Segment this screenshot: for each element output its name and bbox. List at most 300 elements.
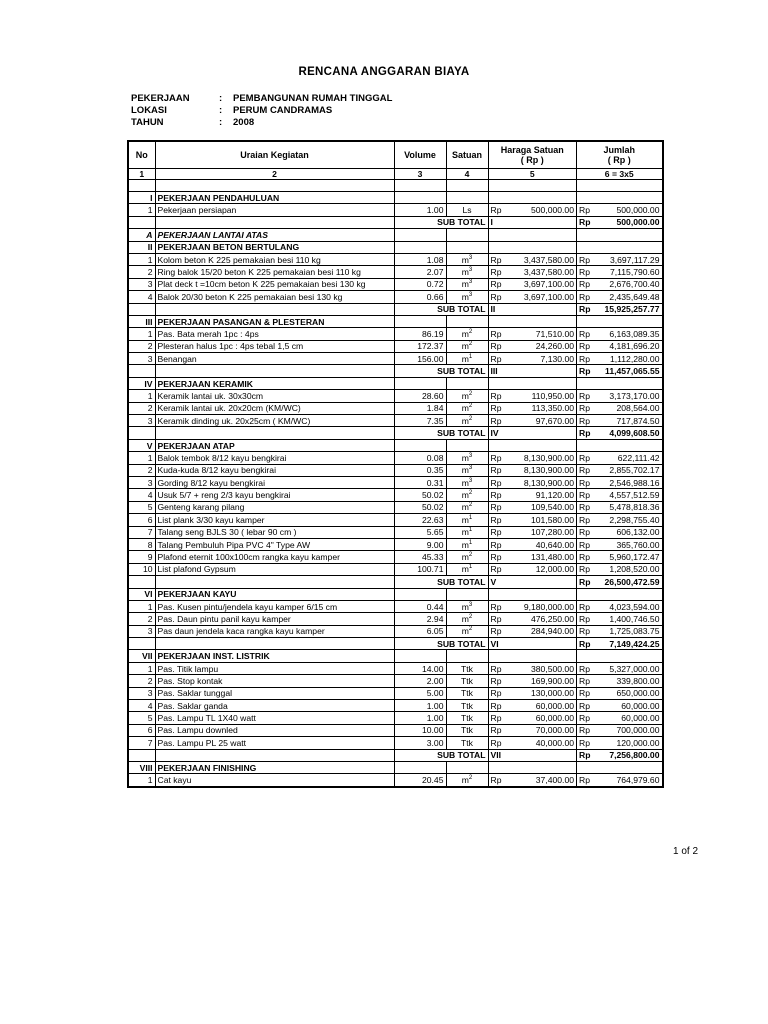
unit-base: m bbox=[461, 514, 469, 525]
table-row bbox=[128, 563, 663, 575]
unit-exponent: 1 bbox=[468, 527, 473, 534]
item-description: Plesteran halus 1pc : 4ps tebal 1,5 cm bbox=[155, 340, 394, 352]
currency-label: Rp bbox=[577, 328, 593, 340]
item-description: Pas. Lampu PL 25 watt bbox=[155, 737, 394, 749]
line-total: 4,023,594.00 bbox=[593, 600, 663, 612]
table-row bbox=[128, 328, 663, 340]
unit-price: 130,000.00 bbox=[504, 687, 577, 699]
item-number: 1 bbox=[128, 204, 155, 216]
unit-price: 284,940.00 bbox=[504, 625, 577, 637]
currency-label: Rp bbox=[488, 328, 504, 340]
currency-label: Rp bbox=[488, 353, 504, 365]
unit-price: 9,180,000.00 bbox=[504, 600, 577, 612]
currency-label: Rp bbox=[577, 266, 593, 278]
empty-cell bbox=[155, 427, 394, 439]
header-jumlah-text: Jumlah ( Rp ) bbox=[603, 145, 635, 165]
item-description: Gording 8/12 kayu bengkirai bbox=[155, 476, 394, 488]
unit-price: 8,130,900.00 bbox=[504, 464, 577, 476]
subtotal-roman: I bbox=[488, 216, 577, 228]
unit-price: 3,697,100.00 bbox=[504, 291, 577, 303]
unit-exponent: 2 bbox=[468, 403, 473, 410]
unit-base: m bbox=[461, 613, 469, 624]
table-row bbox=[128, 204, 663, 216]
unit-exponent: 3 bbox=[468, 267, 473, 274]
unit-price: 60,000.00 bbox=[504, 712, 577, 724]
item-number: 6 bbox=[128, 724, 155, 736]
item-unit bbox=[446, 340, 488, 352]
table-row bbox=[128, 724, 663, 736]
item-description: Keramik dinding uk. 20x25cm ( KM/WC) bbox=[155, 415, 394, 427]
header-uraian: Uraian Kegiatan bbox=[155, 141, 394, 169]
empty-cell bbox=[593, 315, 663, 327]
subtotal-label: SUB TOTAL bbox=[394, 638, 488, 650]
header-number: 3 bbox=[394, 169, 446, 180]
table-row bbox=[128, 402, 663, 414]
empty-cell bbox=[593, 377, 663, 389]
item-number: 2 bbox=[128, 402, 155, 414]
unit-exponent: 2 bbox=[468, 626, 473, 633]
line-total: 1,725,083.75 bbox=[593, 625, 663, 637]
unit-base: m bbox=[461, 502, 469, 513]
subtotal-row bbox=[128, 365, 663, 377]
table-row bbox=[128, 737, 663, 749]
blank-cell bbox=[593, 180, 663, 192]
currency-label: Rp bbox=[577, 576, 593, 588]
item-unit bbox=[446, 476, 488, 488]
empty-cell bbox=[577, 588, 593, 600]
currency-label: Rp bbox=[577, 464, 593, 476]
unit-price: 40,000.00 bbox=[504, 737, 577, 749]
currency-label: Rp bbox=[488, 526, 504, 538]
unit-base: m bbox=[461, 291, 469, 302]
empty-cell bbox=[394, 377, 446, 389]
empty-cell bbox=[128, 216, 155, 228]
unit-base: m bbox=[461, 341, 469, 352]
line-total: 1,208,520.00 bbox=[593, 563, 663, 575]
currency-label: Rp bbox=[488, 291, 504, 303]
empty-cell bbox=[488, 315, 504, 327]
currency-label: Rp bbox=[577, 749, 593, 761]
unit-base: m bbox=[461, 403, 469, 414]
item-description: Keramik lantai uk. 20x20cm (KM/WC) bbox=[155, 402, 394, 414]
line-total: 2,855,702.17 bbox=[593, 464, 663, 476]
empty-cell bbox=[155, 576, 394, 588]
line-total: 6,163,089.35 bbox=[593, 328, 663, 340]
line-total: 500,000.00 bbox=[593, 204, 663, 216]
item-volume: 22.63 bbox=[394, 514, 446, 526]
currency-label: Rp bbox=[488, 204, 504, 216]
item-volume: 45.33 bbox=[394, 551, 446, 563]
unit-exponent: 1 bbox=[468, 539, 473, 546]
currency-label: Rp bbox=[577, 526, 593, 538]
unit-price: 3,437,580.00 bbox=[504, 253, 577, 265]
item-unit bbox=[446, 501, 488, 513]
meta-tahun bbox=[131, 117, 254, 128]
line-total: 7,115,790.60 bbox=[593, 266, 663, 278]
currency-label: Rp bbox=[577, 551, 593, 563]
meta-value: PEMBANGUNAN RUMAH TINGGAL bbox=[233, 93, 393, 104]
item-description: Pekerjaan persiapan bbox=[155, 204, 394, 216]
subtotal-label: SUB TOTAL bbox=[394, 303, 488, 315]
currency-label: Rp bbox=[577, 600, 593, 612]
item-volume: 10.00 bbox=[394, 724, 446, 736]
item-number: 3 bbox=[128, 353, 155, 365]
empty-cell bbox=[504, 229, 577, 241]
section-row bbox=[128, 588, 663, 600]
item-number: 1 bbox=[128, 253, 155, 265]
unit-exponent: 3 bbox=[468, 601, 473, 608]
currency-label: Rp bbox=[577, 538, 593, 550]
currency-label: Rp bbox=[577, 291, 593, 303]
currency-label: Rp bbox=[577, 724, 593, 736]
currency-label: Rp bbox=[577, 489, 593, 501]
currency-label: Rp bbox=[577, 613, 593, 625]
table-row bbox=[128, 514, 663, 526]
unit-price: 3,697,100.00 bbox=[504, 278, 577, 290]
currency-label: Rp bbox=[577, 700, 593, 712]
table-row bbox=[128, 613, 663, 625]
item-volume: 0.08 bbox=[394, 452, 446, 464]
currency-label: Rp bbox=[577, 687, 593, 699]
item-number: 2 bbox=[128, 340, 155, 352]
currency-label: Rp bbox=[577, 774, 593, 787]
empty-cell bbox=[128, 638, 155, 650]
empty-cell bbox=[394, 761, 446, 773]
empty-cell bbox=[504, 241, 577, 253]
item-description: Pas. Daun pintu panil kayu kamper bbox=[155, 613, 394, 625]
empty-cell bbox=[504, 761, 577, 773]
currency-label: Rp bbox=[488, 687, 504, 699]
empty-cell bbox=[446, 761, 488, 773]
section-number: I bbox=[128, 192, 155, 204]
line-total: 4,557,512.59 bbox=[593, 489, 663, 501]
subtotal-amount: 4,099,608.50 bbox=[593, 427, 663, 439]
item-description: List plafond Gypsum bbox=[155, 563, 394, 575]
unit-price: 169,900.00 bbox=[504, 675, 577, 687]
empty-cell bbox=[128, 303, 155, 315]
subtotal-roman: VII bbox=[488, 749, 577, 761]
currency-label: Rp bbox=[577, 204, 593, 216]
empty-cell bbox=[488, 192, 504, 204]
page-number: 1 of 2 bbox=[673, 846, 699, 857]
currency-label: Rp bbox=[577, 452, 593, 464]
item-unit bbox=[446, 563, 488, 575]
unit-exponent: 1 bbox=[468, 514, 473, 521]
unit-exponent: 3 bbox=[468, 291, 473, 298]
currency-label: Rp bbox=[577, 390, 593, 402]
table-row bbox=[128, 712, 663, 724]
subtotal-amount: 500,000.00 bbox=[593, 216, 663, 228]
header-number-row bbox=[128, 169, 663, 180]
item-number: 1 bbox=[128, 662, 155, 674]
line-total: 2,546,988.16 bbox=[593, 476, 663, 488]
item-number: 4 bbox=[128, 700, 155, 712]
empty-cell bbox=[488, 241, 504, 253]
blank-cell bbox=[577, 180, 593, 192]
line-total: 3,697,117.29 bbox=[593, 253, 663, 265]
line-total: 717,874.50 bbox=[593, 415, 663, 427]
table-row bbox=[128, 266, 663, 278]
table-row bbox=[128, 538, 663, 550]
meta-key: PEKERJAAN bbox=[131, 93, 190, 104]
empty-cell bbox=[394, 588, 446, 600]
unit-base: m bbox=[461, 415, 469, 426]
item-number: 2 bbox=[128, 464, 155, 476]
empty-cell bbox=[155, 216, 394, 228]
unit-base: m bbox=[461, 601, 469, 612]
unit-price: 131,480.00 bbox=[504, 551, 577, 563]
line-total: 120,000.00 bbox=[593, 737, 663, 749]
item-number: 5 bbox=[128, 501, 155, 513]
item-volume: 0.44 bbox=[394, 600, 446, 612]
item-number: 3 bbox=[128, 278, 155, 290]
unit-exponent: 2 bbox=[468, 552, 473, 559]
item-volume: 50.02 bbox=[394, 489, 446, 501]
table-row bbox=[128, 774, 663, 787]
empty-cell bbox=[446, 192, 488, 204]
item-unit: Ttk bbox=[446, 675, 488, 687]
item-number: 4 bbox=[128, 291, 155, 303]
unit-base: m bbox=[461, 527, 469, 538]
item-volume: 9.00 bbox=[394, 538, 446, 550]
table-row bbox=[128, 501, 663, 513]
unit-price: 109,540.00 bbox=[504, 501, 577, 513]
item-number: 8 bbox=[128, 538, 155, 550]
table-row bbox=[128, 291, 663, 303]
subtotal-roman: III bbox=[488, 365, 577, 377]
item-volume: 6.05 bbox=[394, 625, 446, 637]
section-row bbox=[128, 192, 663, 204]
item-description: Pas daun jendela kaca rangka kayu kamper bbox=[155, 625, 394, 637]
subtotal-label: SUB TOTAL bbox=[394, 427, 488, 439]
table-row bbox=[128, 353, 663, 365]
empty-cell bbox=[504, 650, 577, 662]
empty-cell bbox=[488, 229, 504, 241]
item-unit bbox=[446, 551, 488, 563]
header-volume: Volume bbox=[394, 141, 446, 169]
unit-exponent: 2 bbox=[468, 613, 473, 620]
item-number: 7 bbox=[128, 737, 155, 749]
empty-cell bbox=[488, 650, 504, 662]
currency-label: Rp bbox=[488, 402, 504, 414]
empty-cell bbox=[577, 315, 593, 327]
unit-base: m bbox=[461, 775, 469, 786]
section-number: VII bbox=[128, 650, 155, 662]
meta-colon: : bbox=[219, 117, 223, 128]
item-description: Kolom beton K 225 pemakaian besi 110 kg bbox=[155, 253, 394, 265]
unit-exponent: 1 bbox=[468, 353, 473, 360]
unit-price: 500,000.00 bbox=[504, 204, 577, 216]
item-volume: 1.84 bbox=[394, 402, 446, 414]
line-total: 365,760.00 bbox=[593, 538, 663, 550]
table-row bbox=[128, 687, 663, 699]
meta-value: PERUM CANDRAMAS bbox=[233, 105, 333, 116]
header-number: 2 bbox=[155, 169, 394, 180]
item-description: Usuk 5/7 + reng 2/3 kayu bengkirai bbox=[155, 489, 394, 501]
header-number: 1 bbox=[128, 169, 155, 180]
empty-cell bbox=[155, 365, 394, 377]
table-row bbox=[128, 489, 663, 501]
meta-value: 2008 bbox=[233, 117, 255, 128]
item-volume: 20.45 bbox=[394, 774, 446, 787]
section-number: VI bbox=[128, 588, 155, 600]
currency-label: Rp bbox=[488, 625, 504, 637]
line-total: 5,960,172.47 bbox=[593, 551, 663, 563]
item-volume: 1.00 bbox=[394, 712, 446, 724]
item-volume: 172.37 bbox=[394, 340, 446, 352]
item-description: Ring balok 15/20 beton K 225 pemakaian besi 110 kg bbox=[155, 266, 394, 278]
subtotal-row bbox=[128, 303, 663, 315]
item-description: Benangan bbox=[155, 353, 394, 365]
blank-cell bbox=[446, 180, 488, 192]
subtotal-label: SUB TOTAL bbox=[394, 365, 488, 377]
unit-price: 7,130.00 bbox=[504, 353, 577, 365]
item-description: Plat deck t =10cm beton K 225 pemakaian besi 130 kg bbox=[155, 278, 394, 290]
empty-cell bbox=[488, 761, 504, 773]
unit-price: 37,400.00 bbox=[504, 774, 577, 787]
item-number: 9 bbox=[128, 551, 155, 563]
item-unit bbox=[446, 514, 488, 526]
unit-price: 110,950.00 bbox=[504, 390, 577, 402]
item-unit bbox=[446, 390, 488, 402]
currency-label: Rp bbox=[577, 415, 593, 427]
item-unit bbox=[446, 328, 488, 340]
item-number: 1 bbox=[128, 774, 155, 787]
currency-label: Rp bbox=[488, 774, 504, 787]
subtotal-amount: 7,256,800.00 bbox=[593, 749, 663, 761]
empty-cell bbox=[577, 439, 593, 451]
item-description: Plafond eternit 100x100cm rangka kayu kamper bbox=[155, 551, 394, 563]
section-title: PEKERJAAN KERAMIK bbox=[155, 377, 394, 389]
meta-key: TAHUN bbox=[131, 117, 164, 128]
item-description: Keramik lantai uk. 30x30cm bbox=[155, 390, 394, 402]
unit-exponent: 3 bbox=[468, 254, 473, 261]
unit-price: 12,000.00 bbox=[504, 563, 577, 575]
line-total: 3,173,170.00 bbox=[593, 390, 663, 402]
empty-cell bbox=[155, 749, 394, 761]
currency-label: Rp bbox=[488, 253, 504, 265]
item-volume: 28.60 bbox=[394, 390, 446, 402]
item-number: 3 bbox=[128, 415, 155, 427]
line-total: 1,400,746.50 bbox=[593, 613, 663, 625]
unit-exponent: 3 bbox=[468, 465, 473, 472]
empty-cell bbox=[504, 377, 577, 389]
unit-price: 476,250.00 bbox=[504, 613, 577, 625]
unit-exponent: 2 bbox=[468, 775, 473, 782]
unit-exponent: 3 bbox=[468, 452, 473, 459]
item-number: 2 bbox=[128, 675, 155, 687]
empty-cell bbox=[593, 241, 663, 253]
section-number: A bbox=[128, 229, 155, 241]
currency-label: Rp bbox=[488, 415, 504, 427]
empty-cell bbox=[446, 588, 488, 600]
line-total: 2,435,649.48 bbox=[593, 291, 663, 303]
unit-price: 60,000.00 bbox=[504, 700, 577, 712]
subtotal-row bbox=[128, 638, 663, 650]
currency-label: Rp bbox=[577, 563, 593, 575]
unit-exponent: 1 bbox=[468, 564, 473, 571]
unit-base: m bbox=[461, 254, 469, 265]
item-unit: Ttk bbox=[446, 687, 488, 699]
section-number: VIII bbox=[128, 761, 155, 773]
item-unit bbox=[446, 253, 488, 265]
subtotal-amount: 26,500,472.59 bbox=[593, 576, 663, 588]
empty-cell bbox=[155, 638, 394, 650]
subtotal-roman: V bbox=[488, 576, 577, 588]
currency-label: Rp bbox=[577, 638, 593, 650]
item-number: 3 bbox=[128, 625, 155, 637]
unit-exponent: 2 bbox=[468, 390, 473, 397]
line-total: 2,676,700.40 bbox=[593, 278, 663, 290]
currency-label: Rp bbox=[577, 501, 593, 513]
table-header-row bbox=[128, 141, 663, 169]
table-row bbox=[128, 625, 663, 637]
unit-exponent: 2 bbox=[468, 328, 473, 335]
subtotal-roman: IV bbox=[488, 427, 577, 439]
item-unit: Ttk bbox=[446, 712, 488, 724]
empty-cell bbox=[593, 229, 663, 241]
item-volume: 1.08 bbox=[394, 253, 446, 265]
empty-cell bbox=[446, 439, 488, 451]
item-description: Pas. Titik lampu bbox=[155, 662, 394, 674]
empty-cell bbox=[593, 588, 663, 600]
subtotal-label: SUB TOTAL bbox=[394, 749, 488, 761]
item-volume: 0.31 bbox=[394, 476, 446, 488]
header-no: No bbox=[128, 141, 155, 169]
currency-label: Rp bbox=[488, 700, 504, 712]
currency-label: Rp bbox=[488, 563, 504, 575]
item-number: 1 bbox=[128, 600, 155, 612]
subtotal-amount: 11,457,065.55 bbox=[593, 365, 663, 377]
header-number: 6 = 3x5 bbox=[577, 169, 663, 180]
empty-cell bbox=[446, 650, 488, 662]
meta-colon: : bbox=[219, 93, 223, 104]
empty-cell bbox=[504, 192, 577, 204]
empty-cell bbox=[577, 650, 593, 662]
line-total: 764,979.60 bbox=[593, 774, 663, 787]
line-total: 60,000.00 bbox=[593, 700, 663, 712]
currency-label: Rp bbox=[488, 712, 504, 724]
currency-label: Rp bbox=[577, 340, 593, 352]
meta-pekerjaan bbox=[131, 93, 392, 104]
item-unit bbox=[446, 526, 488, 538]
unit-price: 40,640.00 bbox=[504, 538, 577, 550]
blank-cell bbox=[504, 180, 577, 192]
item-unit bbox=[446, 774, 488, 787]
item-number: 5 bbox=[128, 712, 155, 724]
item-volume: 0.35 bbox=[394, 464, 446, 476]
item-description: Balok 20/30 beton K 225 pemakaian besi 130 kg bbox=[155, 291, 394, 303]
item-volume: 0.72 bbox=[394, 278, 446, 290]
currency-label: Rp bbox=[577, 353, 593, 365]
item-number: 1 bbox=[128, 452, 155, 464]
empty-cell bbox=[446, 241, 488, 253]
section-row bbox=[128, 650, 663, 662]
header-number: 4 bbox=[446, 169, 488, 180]
unit-price: 8,130,900.00 bbox=[504, 476, 577, 488]
item-unit bbox=[446, 415, 488, 427]
currency-label: Rp bbox=[488, 476, 504, 488]
header-harga bbox=[488, 141, 577, 169]
currency-label: Rp bbox=[488, 551, 504, 563]
currency-label: Rp bbox=[577, 253, 593, 265]
header-jumlah bbox=[577, 141, 663, 169]
currency-label: Rp bbox=[577, 427, 593, 439]
line-total: 2,298,755.40 bbox=[593, 514, 663, 526]
item-volume: 100.71 bbox=[394, 563, 446, 575]
item-volume: 50.02 bbox=[394, 501, 446, 513]
item-volume: 2.94 bbox=[394, 613, 446, 625]
